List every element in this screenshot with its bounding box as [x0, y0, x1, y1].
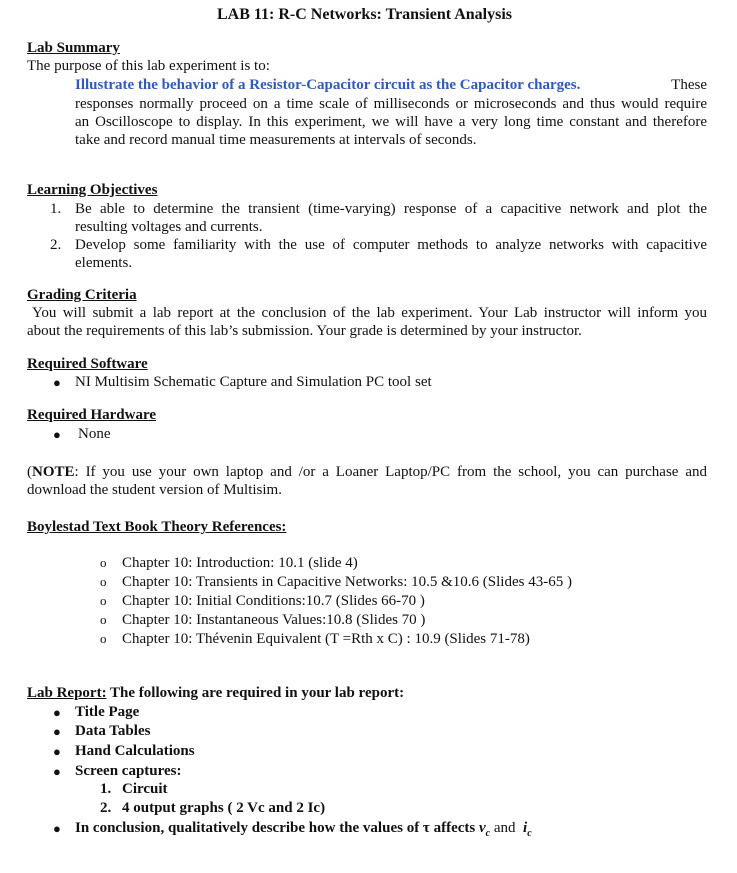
objective-1-number: 1. [50, 201, 62, 217]
circle-bullet-icon: o [100, 555, 107, 570]
objective-2-line1: Develop some familiarity with the use of computer methods to analyze networks with capacitive [75, 237, 707, 253]
circle-bullet-icon: o [100, 631, 107, 646]
lab-summary-line1 [75, 76, 707, 94]
grading-criteria-heading: Grading Criteria [27, 287, 137, 303]
lab-summary-line2: responses normally proceed on a time scale of milliseconds or microseconds and thus would require [75, 96, 707, 112]
objective-1-line2: resulting voltages and currents. [75, 219, 263, 235]
bullet-icon: ● [53, 375, 61, 390]
required-software-heading: Required Software [27, 356, 148, 372]
reference-item-3: Chapter 10: Initial Conditions:10.7 (Slides 66-70 ) [122, 593, 425, 609]
reference-item-2: Chapter 10: Transients in Capacitive Networks: 10.5 &10.6 (Slides 43-65 ) [122, 574, 572, 590]
software-item: NI Multisim Schematic Capture and Simulation PC tool set [75, 374, 432, 390]
lab-report-intro: The following are required in your lab report: [106, 685, 405, 701]
bullet-icon: ● [53, 744, 61, 759]
and-word: and [493, 820, 516, 836]
report-item-data-tables: Data Tables [75, 723, 151, 739]
circle-bullet-icon: o [100, 612, 107, 627]
lab-summary-line3: an Oscilloscope to display. In this experiment, we will have a very long time constant and therefore [75, 114, 707, 130]
reference-item-5: Chapter 10: Thévenin Equivalent (T =Rth x C) : 10.9 (Slides 71-78) [122, 631, 530, 647]
lab-summary-line4: take and record manual time measurements at intervals of seconds. [75, 132, 477, 148]
objective-1-line1: Be able to determine the transient (time-varying) response of a capacitive network and plot the [75, 201, 707, 217]
grading-criteria-line2: about the requirements of this lab’s submission. Your grade is determined by your instructor. [27, 323, 582, 339]
lab-summary-highlight: Illustrate the behavior of a Resistor-Capacitor circuit as the Capacitor charges. [75, 77, 581, 93]
ic-symbol: $i_c$ [523, 820, 532, 839]
reference-item-4: Chapter 10: Instantaneous Values:10.8 (Slides 70 ) [122, 612, 426, 628]
conclusion-text: In conclusion, qualitatively describe how the values of τ affects [75, 820, 476, 836]
circle-bullet-icon: o [100, 593, 107, 608]
note-line2: download the student version of Multisim. [27, 482, 282, 498]
objective-2-number: 2. [50, 237, 62, 253]
bullet-icon: ● [53, 764, 61, 779]
lab-summary-heading: Lab Summary [27, 40, 120, 56]
reference-item-1: Chapter 10: Introduction: 10.1 (slide 4) [122, 555, 358, 571]
note-open-paren: ( [27, 464, 32, 480]
report-item-title-page: Title Page [75, 704, 140, 720]
hardware-item: None [78, 426, 111, 442]
references-heading: Boylestad Text Book Theory References: [27, 519, 287, 535]
lab-report-heading: Lab Report: [27, 685, 107, 701]
bullet-icon: ● [53, 821, 61, 836]
circle-bullet-icon: o [100, 574, 107, 589]
note-line1 [27, 463, 707, 481]
note-line1-text: : If you use your own laptop and /or a Loaner Laptop/PC from the school, you can purchase and [74, 464, 707, 480]
report-item-screen-captures: Screen captures: [75, 763, 182, 779]
page-title: LAB 11: R-C Networks: Transient Analysis [217, 6, 512, 23]
sub-item-circuit: Circuit [122, 781, 168, 797]
required-hardware-heading: Required Hardware [27, 407, 157, 423]
grading-criteria-line1: You will submit a lab report at the conclusion of the lab experiment. Your Lab instructor will inform you [32, 305, 707, 321]
bullet-icon: ● [53, 724, 61, 739]
lab-summary-intro: The purpose of this lab experiment is to: [27, 58, 270, 74]
lab-report-header [27, 684, 404, 702]
sub-item-1-number: 1. [100, 781, 112, 797]
note-label: NOTE [32, 464, 75, 480]
bullet-icon: ● [53, 705, 61, 720]
lab-summary-line1-tail: These [671, 77, 707, 93]
learning-objectives-heading: Learning Objectives [27, 182, 158, 198]
vc-symbol: $v_c$ [479, 820, 491, 839]
objective-2-line2: elements. [75, 255, 133, 271]
report-conclusion [75, 819, 532, 843]
sub-item-output-graphs: 4 output graphs ( 2 Vc and 2 Ic) [122, 800, 326, 816]
sub-item-2-number: 2. [100, 800, 112, 816]
report-item-hand-calculations: Hand Calculations [75, 743, 195, 759]
bullet-icon: ● [53, 427, 61, 442]
